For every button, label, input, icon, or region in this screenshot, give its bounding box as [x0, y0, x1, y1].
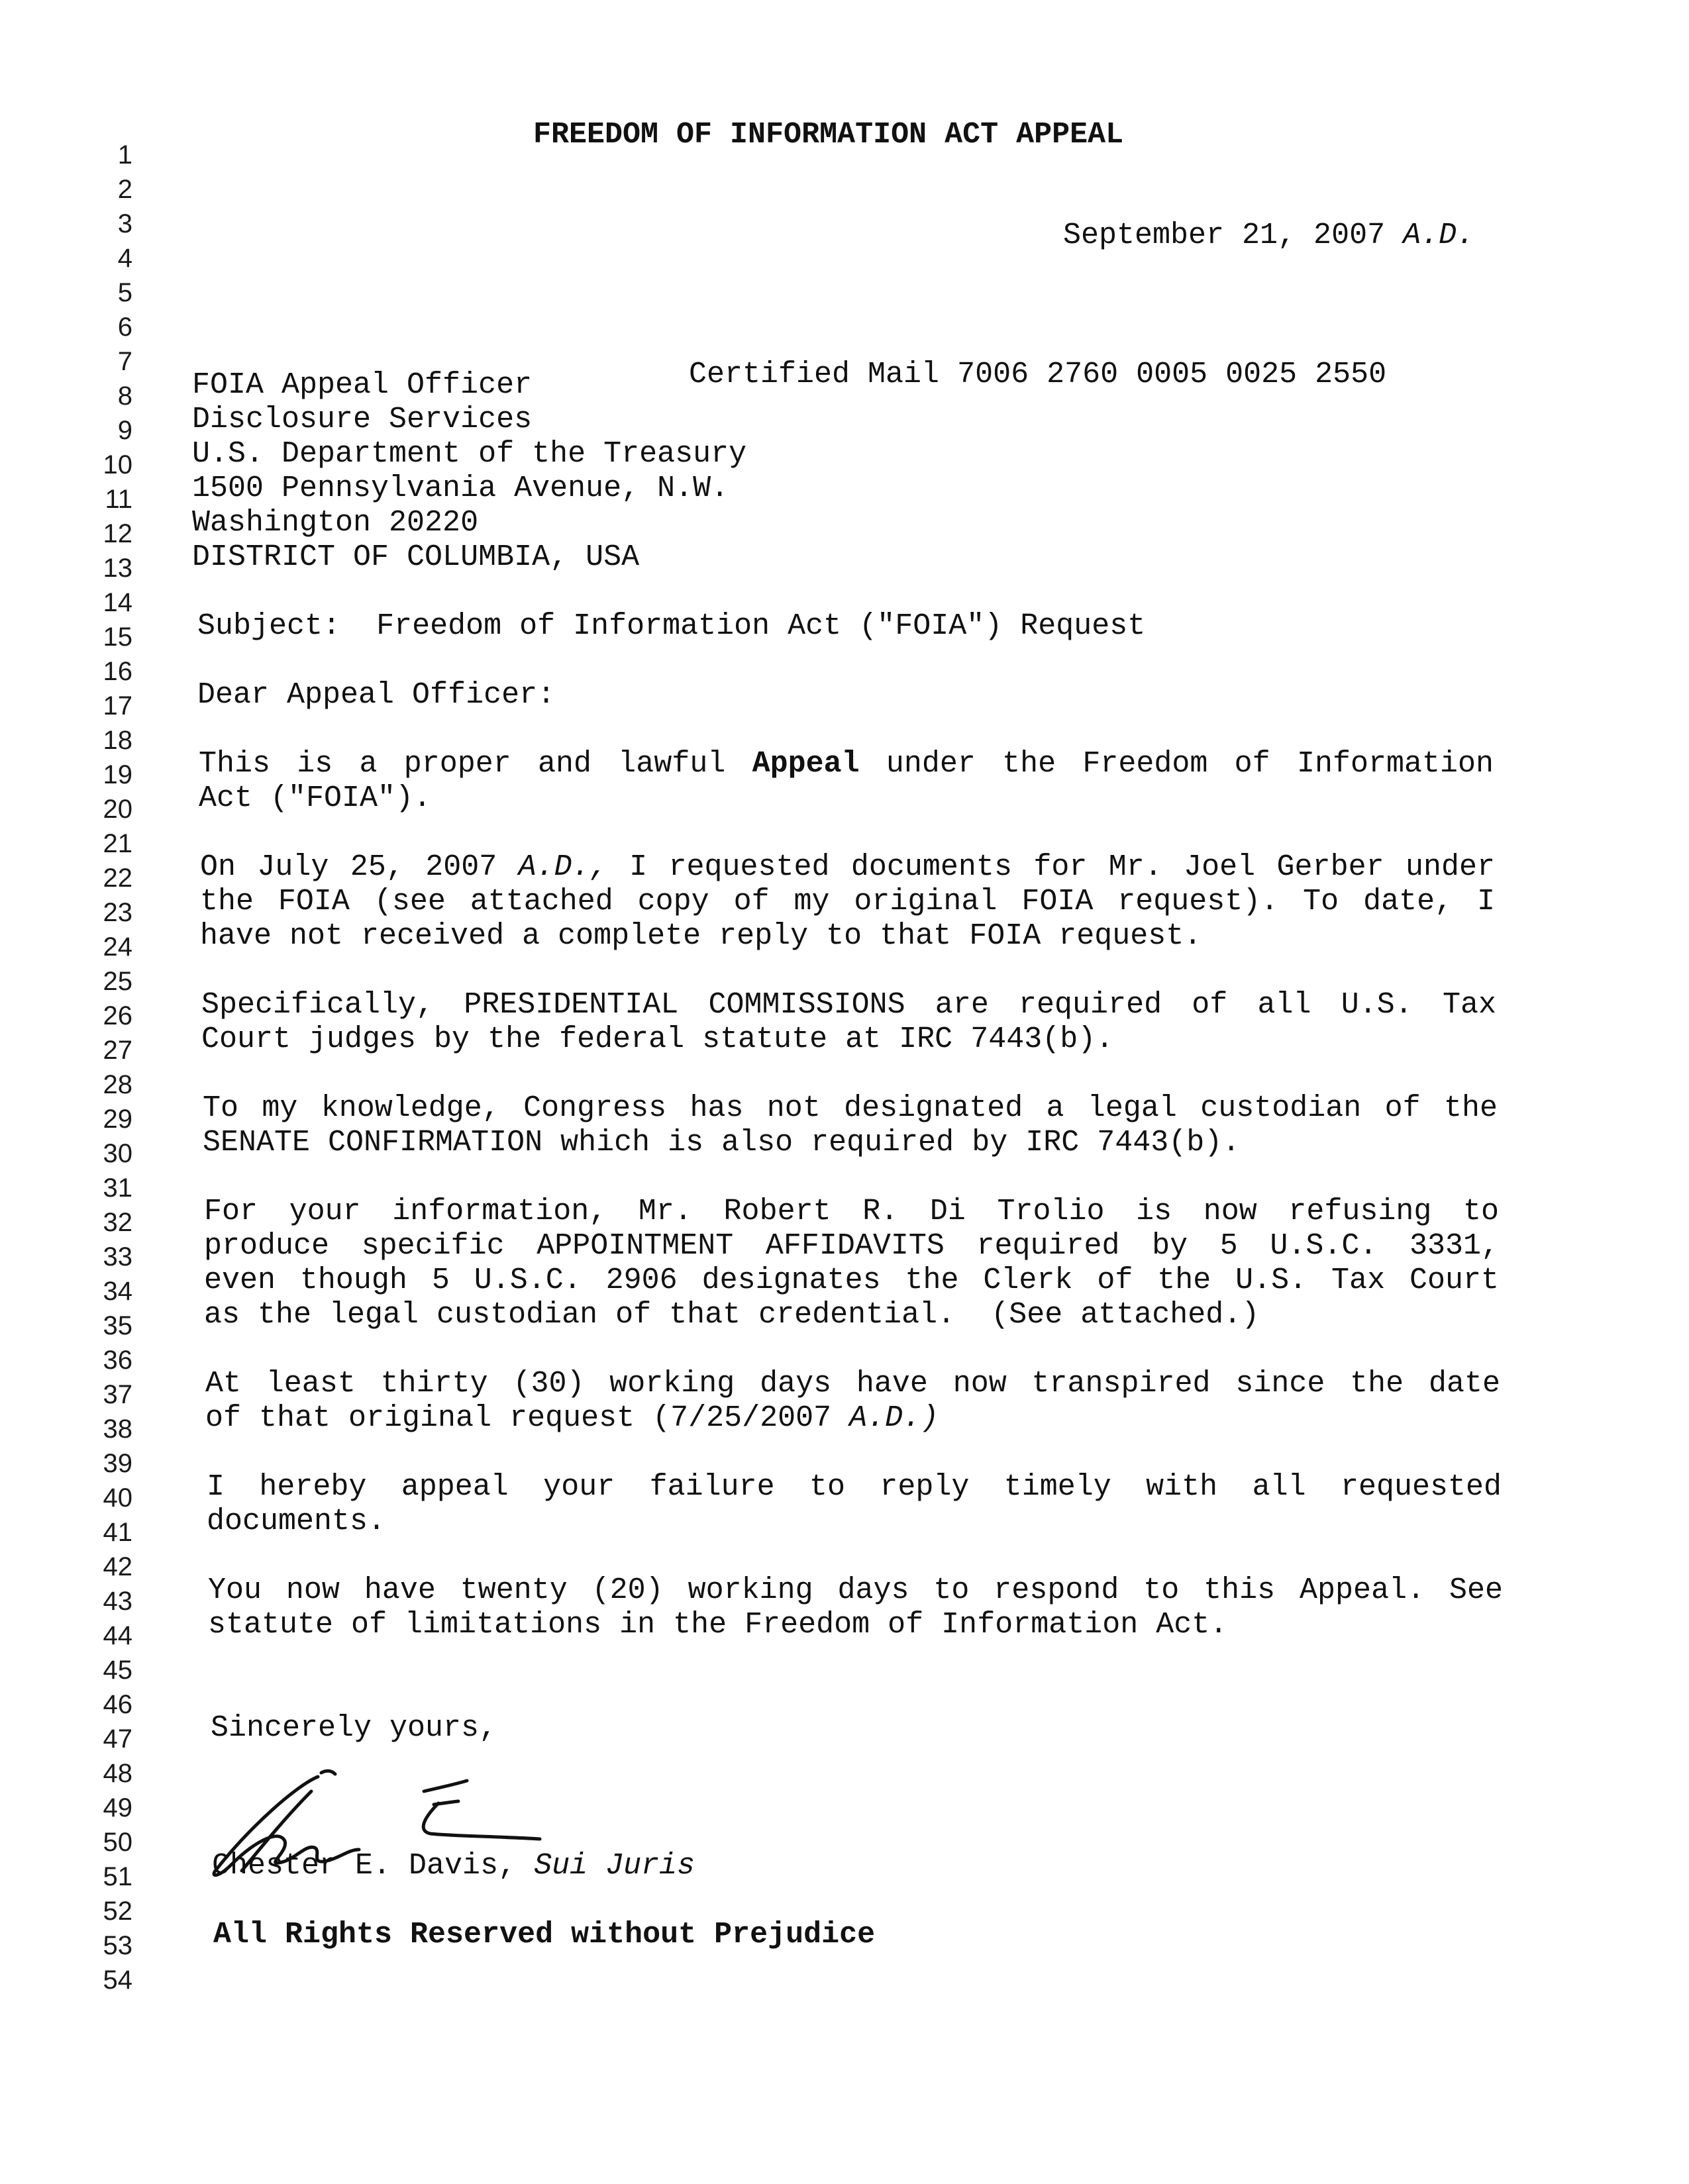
- subject-label: Subject:: [197, 609, 341, 643]
- line-number: 28: [103, 1070, 132, 1099]
- paragraph-4-line-2: SENATE CONFIRMATION which is also required by IRC 7443(b).: [203, 1126, 1241, 1160]
- line-number: 22: [103, 864, 132, 893]
- line-number: 44: [103, 1621, 132, 1650]
- line-number: 43: [103, 1587, 132, 1616]
- line-number: 53: [103, 1931, 132, 1960]
- paragraph-2-line-1: On July 25, 2007 A.D., I requested documents for Mr. Joel Gerber under: [200, 850, 1495, 884]
- line-number: 52: [103, 1897, 132, 1926]
- subject-text: Freedom of Information Act ("FOIA") Request: [376, 609, 1146, 643]
- line-number: 15: [103, 622, 132, 652]
- address-line-4: 1500 Pennsylvania Avenue, N.W.: [192, 472, 729, 505]
- paragraph-3-line-2: Court judges by the federal statute at IRC 7443(b).: [201, 1022, 1114, 1056]
- signer-status: Sui Juris: [534, 1849, 695, 1883]
- line-number: 45: [103, 1656, 132, 1685]
- paragraph-4-line-1: To my knowledge, Congress has not designated a legal custodian of the: [203, 1091, 1498, 1125]
- line-number: 8: [117, 381, 132, 411]
- line-number: 42: [103, 1552, 132, 1581]
- line-number: 3: [117, 209, 132, 238]
- paragraph-3-line-1: Specifically, PRESIDENTIAL COMMISSIONS are required of all U.S. Tax: [201, 988, 1496, 1022]
- line-number: 16: [103, 657, 132, 686]
- document-title: FREEDOM OF INFORMATION ACT APPEAL: [533, 118, 1124, 152]
- line-number: 11: [105, 485, 132, 514]
- paragraph-6-line-1: At least thirty (30) working days have now transpired since the date: [205, 1367, 1500, 1401]
- address-line-1: FOIA Appeal Officer: [192, 368, 533, 402]
- line-number: 31: [103, 1173, 132, 1203]
- signer-line: [212, 1849, 1537, 1883]
- line-number: 18: [103, 726, 132, 755]
- line-number: 40: [103, 1483, 132, 1513]
- paragraph-5-line-4: as the legal custodian of that credential. (See attached.): [204, 1298, 1260, 1332]
- line-number: 25: [103, 967, 132, 996]
- line-number: 48: [103, 1759, 132, 1788]
- line-number: 26: [103, 1001, 132, 1030]
- line-number: 49: [103, 1793, 132, 1822]
- paragraph-7-line-1: I hereby appeal your failure to reply timely with all requested: [207, 1470, 1502, 1504]
- line-number: 14: [103, 588, 132, 617]
- paragraph-2-line-2: the FOIA (see attached copy of my original FOIA request). To date, I: [200, 885, 1495, 918]
- signer-name: Chester E. Davis,: [212, 1849, 517, 1883]
- line-number: 33: [103, 1242, 132, 1271]
- date-era: A.D.: [1403, 219, 1475, 252]
- paragraph-2-line-3: have not received a complete reply to that FOIA request.: [200, 919, 1202, 953]
- line-number: 36: [103, 1346, 132, 1375]
- paragraph-5-line-2: produce specific APPOINTMENT AFFIDAVITS required by 5 U.S.C. 3331,: [204, 1229, 1499, 1263]
- line-number: 19: [103, 760, 132, 789]
- line-number: 7: [117, 347, 132, 376]
- salutation: Dear Appeal Officer:: [197, 678, 556, 712]
- line-number: 46: [103, 1690, 132, 1719]
- line-number: 17: [103, 691, 132, 720]
- line-number: 4: [117, 244, 132, 273]
- line-number: 27: [103, 1036, 132, 1065]
- line-number: 50: [103, 1828, 132, 1857]
- address-line-6: DISTRICT OF COLUMBIA, USA: [192, 540, 640, 574]
- line-number: 24: [103, 932, 132, 962]
- appeal-emphasis: Appeal: [752, 747, 860, 781]
- line-number: 21: [103, 829, 132, 858]
- line-number: 39: [103, 1449, 132, 1478]
- line-number: 9: [117, 416, 132, 445]
- certified-mail-number: Certified Mail 7006 2760 0005 0025 2550: [689, 358, 1387, 391]
- closing: Sincerely yours,: [211, 1711, 497, 1745]
- paragraph-5-line-1: For your information, Mr. Robert R. Di Trolio is now refusing to: [204, 1195, 1499, 1228]
- address-line-2: Disclosure Services: [192, 403, 533, 436]
- paragraph-8-line-1: You now have twenty (20) working days to respond to this Appeal. See: [208, 1573, 1503, 1607]
- paragraph-8-line-2: statute of limitations in the Freedom of Information Act.: [208, 1608, 1228, 1642]
- line-number: 13: [103, 554, 132, 583]
- line-number: 2: [117, 175, 132, 204]
- line-number: 30: [103, 1139, 132, 1168]
- rights-reservation: All Rights Reserved without Prejudice: [213, 1918, 876, 1952]
- line-number: 10: [103, 450, 132, 479]
- paragraph-5-line-3: even though 5 U.S.C. 2906 designates the Clerk of the U.S. Tax Court: [204, 1264, 1499, 1297]
- line-number: 41: [103, 1518, 132, 1547]
- paragraph-6-line-2: of that original request (7/25/2007 A.D.): [205, 1401, 939, 1435]
- subject-line: [197, 609, 1522, 644]
- line-number: 29: [103, 1105, 132, 1134]
- paragraph-1-line-2: Act ("FOIA").: [199, 781, 432, 815]
- address-line-3: U.S. Department of the Treasury: [192, 437, 747, 471]
- line-number: 1: [117, 140, 132, 170]
- line-number: 38: [103, 1415, 132, 1444]
- line-number: 20: [103, 795, 132, 824]
- line-number: 47: [103, 1724, 132, 1754]
- line-number: 12: [103, 519, 132, 548]
- line-number: 35: [103, 1311, 132, 1340]
- line-number: 34: [103, 1277, 132, 1306]
- line-number: 32: [103, 1208, 132, 1237]
- line-number: 23: [103, 898, 132, 927]
- paragraph-1-line-1: This is a proper and lawful Appeal under the Freedom of Information: [199, 747, 1494, 781]
- date-text: September 21, 2007: [1063, 219, 1386, 252]
- paragraph-7-line-2: documents.: [207, 1505, 386, 1538]
- line-number: 37: [103, 1380, 132, 1409]
- line-number: 54: [103, 1965, 132, 1995]
- letter-date: [1063, 219, 1689, 253]
- line-number: 51: [103, 1862, 132, 1891]
- address-line-5: Washington 20220: [192, 506, 479, 540]
- line-number: 5: [117, 278, 132, 307]
- line-number: 6: [117, 313, 132, 342]
